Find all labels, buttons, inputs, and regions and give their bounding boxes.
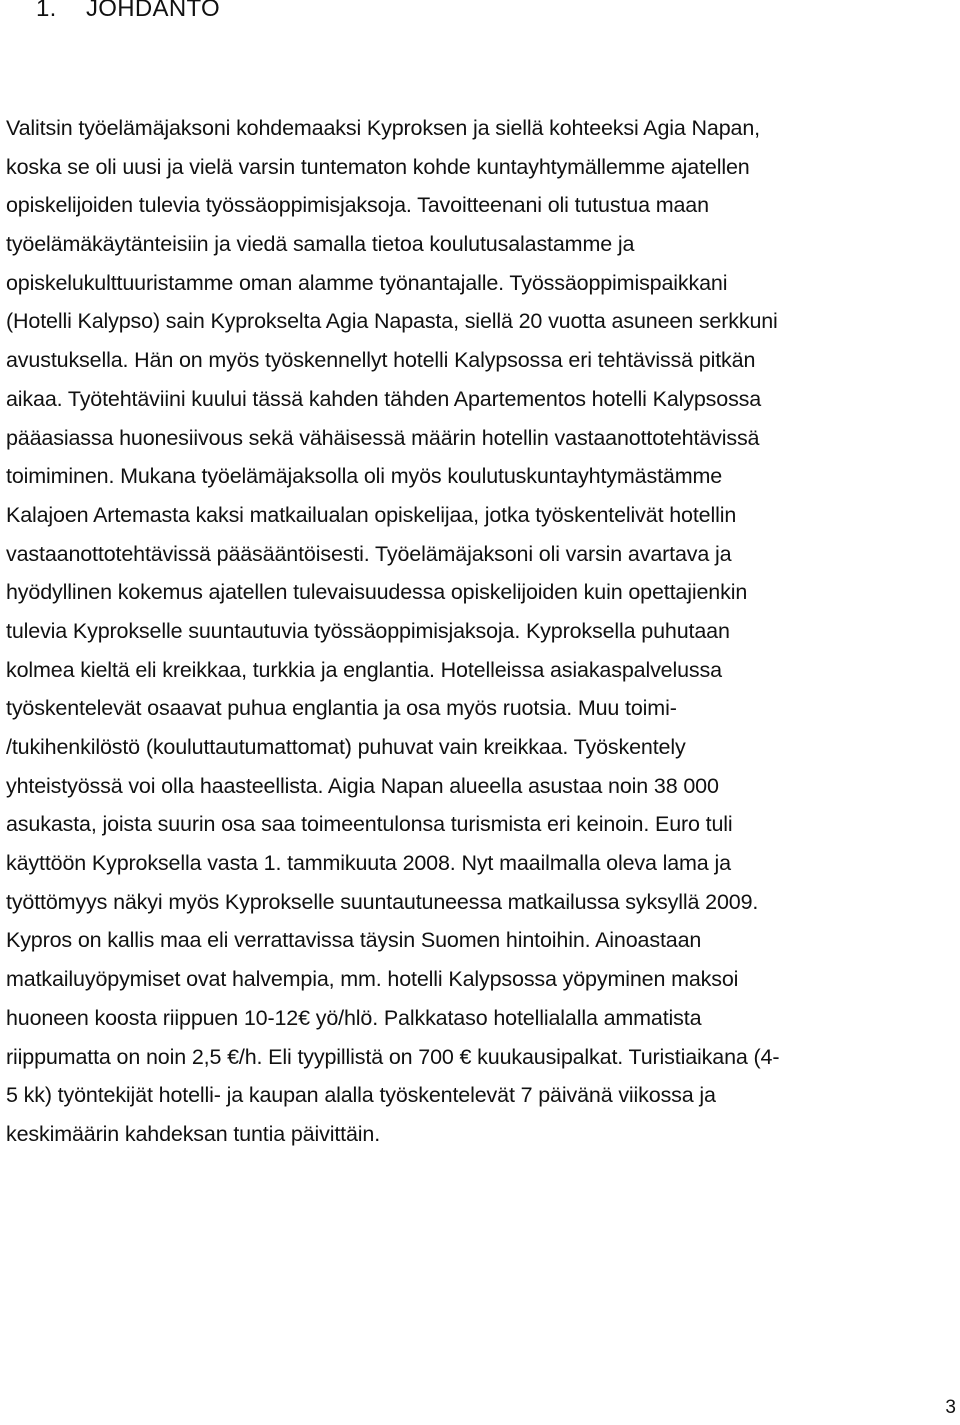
section-title: JOHDANTO bbox=[86, 0, 220, 22]
section-number: 1. bbox=[36, 0, 57, 22]
paragraph-line: toimiminen. Mukana työelämäjaksolla oli myös koulutuskuntayhtymästämme bbox=[6, 464, 723, 489]
paragraph-line: Kypros on kallis maa eli verrattavissa täysin Suomen hintoihin. Ainoastaan bbox=[6, 928, 702, 953]
paragraph-line: opiskelijoiden tulevia työssäoppimisjaksoja. Tavoitteenani oli tutustua maan bbox=[6, 193, 709, 218]
paragraph-line: työelämäkäytänteisiin ja viedä samalla tietoa koulutusalastamme ja bbox=[6, 232, 635, 257]
paragraph-line: vastaanottotehtävissä pääsääntöisesti. Työelämäjaksoni oli varsin avartava ja bbox=[6, 541, 732, 566]
paragraph-line: työskentelevät osaavat puhua englantia ja osa myös ruotsia. Muu toimi- bbox=[6, 696, 677, 721]
body-paragraph bbox=[6, 109, 958, 1154]
paragraph-line: /tukihenkilöstö (kouluttautumattomat) puhuvat vain kreikkaa. Työskentely bbox=[6, 735, 686, 759]
paragraph-line: Kalajoen Artemasta kaksi matkailualan opiskelijaa, jotka työskentelivät hotellin bbox=[6, 502, 737, 527]
paragraph-line: 5 kk) työntekijät hotelli- ja kaupan alalla työskentelevät 7 päivänä viikossa ja bbox=[6, 1083, 716, 1108]
paragraph-line: matkailuyöpymiset ovat halvempia, mm. hotelli Kalypsossa yöpyminen maksoi bbox=[6, 967, 739, 992]
page-number: 3 bbox=[945, 1397, 956, 1418]
paragraph-line: käyttöön Kyproksella vasta 1. tammikuuta 2008. Nyt maailmalla oleva lama ja bbox=[6, 851, 731, 876]
paragraph-line: asukasta, joista suurin osa saa toimeentulonsa turismista eri keinoin. Euro tuli bbox=[6, 812, 733, 837]
paragraph-line: keskimäärin kahdeksan tuntia päivittäin. bbox=[6, 1121, 381, 1146]
paragraph-line: koska se oli uusi ja vielä varsin tuntematon kohde kuntayhtymällemme ajatellen bbox=[6, 154, 750, 179]
section-heading bbox=[36, 0, 220, 24]
paragraph-line: kolmea kieltä eli kreikkaa, turkkia ja englantia. Hotelleissa asiakaspalvelussa bbox=[6, 657, 722, 682]
paragraph-line: tulevia Kyprokselle suuntautuvia työssäoppimisjaksoja. Kyproksella puhutaan bbox=[6, 618, 730, 643]
paragraph-line: yhteistyössä voi olla haasteellista. Aigia Napan alueella asustaa noin 38 000 bbox=[6, 773, 719, 798]
paragraph-line: työttömyys näkyi myös Kyprokselle suuntautuneessa matkailussa syksyllä 2009. bbox=[6, 889, 759, 914]
paragraph-line: aikaa. Työtehtäviini kuului tässä kahden tähden Apartementos hotelli Kalypsossa bbox=[6, 386, 762, 411]
paragraph-line: pääasiassa huonesiivous sekä vähäisessä määrin hotellin vastaanottotehtävissä bbox=[6, 425, 760, 450]
paragraph-line: avustuksella. Hän on myös työskennellyt hotelli Kalypsossa eri tehtävissä pitkän bbox=[6, 348, 756, 373]
paragraph-line: (Hotelli Kalypso) sain Kyprokselta Agia Napasta, siellä 20 vuotta asuneen serkkuni bbox=[6, 309, 778, 334]
paragraph-line: riippumatta on noin 2,5 €/h. Eli tyypillistä on 700 € kuukausipalkat. Turistiaikana (4- bbox=[6, 1044, 780, 1069]
paragraph-line: hyödyllinen kokemus ajatellen tulevaisuudessa opiskelijoiden kuin opettajienkin bbox=[6, 580, 748, 605]
paragraph-line: Valitsin työelämäjaksoni kohdemaaksi Kyproksen ja siellä kohteeksi Agia Napan, bbox=[6, 116, 760, 140]
paragraph-line: opiskelukulttuuristamme oman alamme työnantajalle. Työssäoppimispaikkani bbox=[6, 270, 728, 295]
paragraph-line: huoneen koosta riippuen 10-12€ yö/hlö. Palkkataso hotellialalla ammatista bbox=[6, 1005, 702, 1030]
